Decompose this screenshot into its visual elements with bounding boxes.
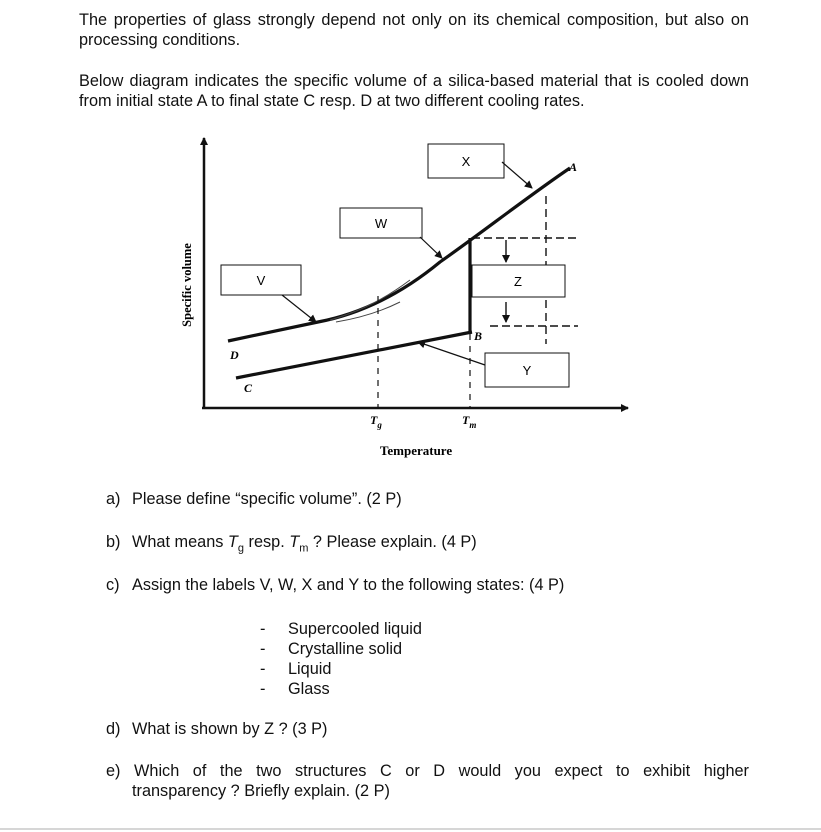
box-w-label: W bbox=[374, 216, 388, 231]
box-y bbox=[485, 353, 569, 387]
x-axis-title: Temperature bbox=[379, 443, 453, 458]
box-z-label: Z bbox=[514, 274, 522, 289]
question-b-tg: T bbox=[227, 533, 238, 551]
question-b bbox=[106, 532, 477, 558]
question-b-tm-sub: m bbox=[299, 542, 309, 555]
v-pointer-arrow bbox=[282, 295, 316, 322]
question-b-pre: What means bbox=[132, 533, 228, 551]
y-pointer-arrow bbox=[418, 342, 485, 365]
specific-volume-diagram bbox=[160, 128, 640, 468]
y-axis-title: Specific volume bbox=[180, 243, 194, 327]
tm-label: $T_m$ bbox=[462, 413, 477, 430]
box-y-label: Y bbox=[522, 363, 532, 378]
list-item: - Crystalline solid bbox=[260, 640, 403, 658]
question-e bbox=[106, 761, 749, 801]
question-c-text: Assign the labels V, W, X and Y to the following states: (4 P) bbox=[132, 576, 565, 594]
w-pointer-arrow bbox=[420, 237, 442, 258]
question-b-mid: resp. bbox=[244, 533, 290, 551]
question-b-tg-sub: g bbox=[237, 542, 244, 555]
question-c-label: c) bbox=[106, 576, 120, 594]
box-x-label: X bbox=[461, 154, 471, 169]
box-v bbox=[221, 265, 301, 295]
list-item: - Liquid bbox=[260, 660, 332, 678]
question-a-label: a) bbox=[106, 490, 121, 508]
intro-paragraph: The properties of glass strongly depend not only on its chemical composition, but also on processing conditions. bbox=[79, 11, 749, 49]
question-a bbox=[106, 489, 402, 509]
question-d bbox=[106, 719, 327, 739]
point-d-label: D bbox=[230, 348, 239, 362]
point-a-label: A bbox=[569, 160, 578, 174]
box-v-label: V bbox=[256, 273, 266, 288]
question-a-text: Please define “specific volume”. (2 P) bbox=[132, 490, 402, 508]
diagram-description: Below diagram indicates the specific volume of a silica-based material that is cooled down from initial state A to final state C resp. D at two different cooling rates. bbox=[79, 72, 749, 110]
box-z bbox=[472, 265, 565, 297]
page-bottom-divider bbox=[0, 828, 821, 830]
states-list bbox=[256, 619, 422, 699]
box-x bbox=[428, 144, 504, 178]
list-item: - Supercooled liquid bbox=[260, 620, 422, 638]
question-c bbox=[106, 575, 564, 595]
x-pointer-arrow bbox=[502, 162, 532, 188]
question-e-line-2: transparency ? Briefly explain. (2 P) bbox=[132, 782, 390, 800]
tg-label: $T_g$ bbox=[370, 413, 382, 430]
question-e-label: e) bbox=[106, 762, 121, 780]
crystalline-line bbox=[236, 332, 472, 378]
box-w bbox=[340, 208, 422, 238]
question-e-line-1: e) Which of the two structures C or D would you expect to exhibit higher bbox=[106, 762, 749, 780]
point-b-label: B bbox=[474, 329, 483, 343]
question-b-tm: T bbox=[289, 533, 300, 551]
question-b-post: ? Please explain. (4 P) bbox=[308, 533, 477, 551]
question-d-text: What is shown by Z ? (3 P) bbox=[132, 720, 328, 738]
list-item: - Glass bbox=[260, 680, 330, 698]
point-c-label: C bbox=[244, 381, 253, 395]
question-b-label: b) bbox=[106, 533, 121, 551]
liquid-curve bbox=[228, 168, 570, 341]
question-d-label: d) bbox=[106, 720, 121, 738]
